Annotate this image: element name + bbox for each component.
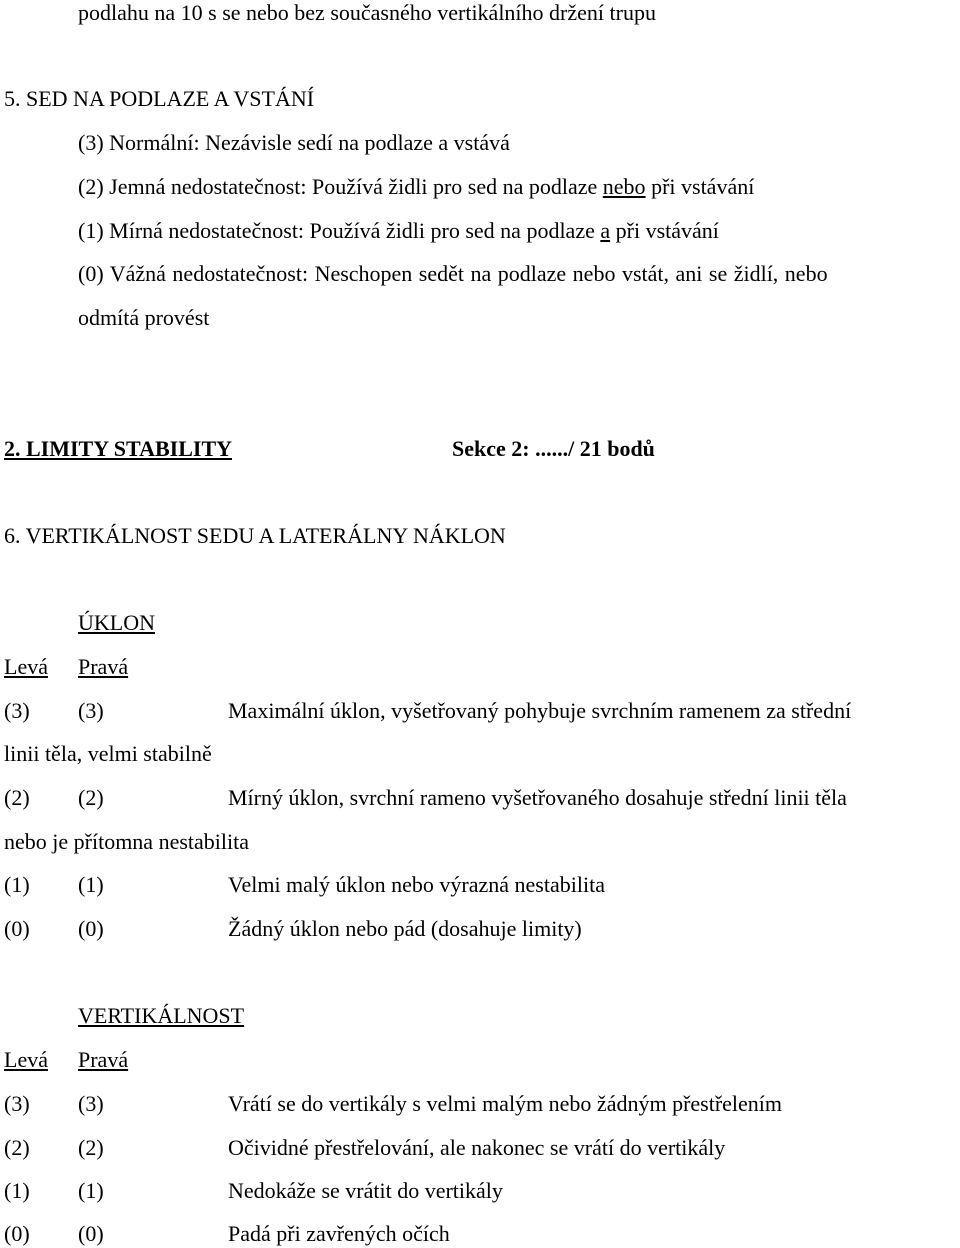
vert-row-1-right: (1)	[78, 1178, 104, 1203]
uklon-row-3-right: (3)	[78, 698, 104, 723]
vert-row-3-right: (3)	[78, 1091, 104, 1116]
vert-row-2-left: (2)	[4, 1135, 30, 1160]
uklon-left-label: Levá	[4, 654, 48, 679]
section-score: Sekce 2: ....../ 21 bodů	[452, 436, 655, 461]
item5-option-3: (3) Normální: Nezávisle sedí na podlaze a vstává	[78, 130, 510, 155]
uklon-row-0-right: (0)	[78, 916, 104, 941]
uklon-row-1-right: (1)	[78, 872, 104, 897]
item5-option-0-cont: odmítá provést	[78, 305, 210, 330]
uklon-row-2-left: (2)	[4, 785, 30, 810]
uklon-row-2-text: Mírný úklon, svrchní rameno vyšetřovaného dosahuje střední linii těla	[228, 785, 847, 810]
item5-option-1-text: (1) Mírná nedostatečnost: Používá židli pro sed na podlaze	[78, 218, 601, 243]
vert-row-0-text: Padá při zavřených očích	[228, 1221, 450, 1246]
vert-row-0-left: (0)	[4, 1221, 30, 1246]
item5-option-2-text: (2) Jemná nedostatečnost: Používá židli pro sed na podlaze	[78, 174, 603, 199]
vertikalnost-heading: VERTIKÁLNOST	[78, 1003, 245, 1028]
uklon-row-1-left: (1)	[4, 872, 30, 897]
item5-option-0: (0) Vážná nedostatečnost: Neschopen sedět na podlaze nebo vstát, ani se židlí, nebo	[78, 261, 828, 286]
item5-option-2-underlined: nebo	[602, 174, 646, 199]
vertikalnost-right-label: Pravá	[78, 1047, 129, 1072]
prev-item-tail: podlahu na 10 s se nebo bez současného vertikálního držení trupu	[78, 0, 656, 25]
vert-row-2-right: (2)	[78, 1135, 104, 1160]
item6-title: 6. VERTIKÁLNOST SEDU A LATERÁLNY NÁKLON	[4, 523, 506, 548]
vert-row-1-left: (1)	[4, 1178, 30, 1203]
uklon-heading: ÚKLON	[78, 610, 155, 635]
item5-title: 5. SED NA PODLAZE A VSTÁNÍ	[4, 86, 315, 111]
item5-option-1-tail: při vstávání	[610, 218, 719, 243]
item5-option-1-underlined: a	[600, 218, 611, 243]
uklon-row-1-text: Velmi malý úklon nebo výrazná nestabilita	[228, 872, 605, 897]
item5-option-2	[78, 174, 754, 200]
uklon-row-3-cont: linii těla, velmi stabilně	[4, 741, 212, 766]
uklon-row-2-right: (2)	[78, 785, 104, 810]
vert-row-1-text: Nedokáže se vrátit do vertikály	[228, 1178, 503, 1203]
vert-row-0-right: (0)	[78, 1221, 104, 1246]
uklon-row-2-cont: nebo je přítomna nestabilita	[4, 829, 249, 854]
uklon-row-3-text: Maximální úklon, vyšetřovaný pohybuje svrchním ramenem za střední	[228, 698, 852, 723]
item5-option-1	[78, 218, 719, 244]
uklon-row-3-left: (3)	[4, 698, 30, 723]
uklon-row-0-left: (0)	[4, 916, 30, 941]
section-title: 2. LIMITY STABILITY	[4, 436, 233, 461]
vert-row-2-text: Očividné přestřelování, ale nakonec se vrátí do vertikály	[228, 1135, 726, 1160]
uklon-row-0-text: Žádný úklon nebo pád (dosahuje limity)	[228, 916, 582, 941]
vert-row-3-text: Vrátí se do vertikály s velmi malým nebo žádným přestřelením	[228, 1091, 783, 1116]
vertikalnost-left-label: Levá	[4, 1047, 48, 1072]
item5-option-2-tail: při vstávání	[645, 174, 755, 199]
uklon-right-label: Pravá	[78, 654, 129, 679]
vert-row-3-left: (3)	[4, 1091, 30, 1116]
